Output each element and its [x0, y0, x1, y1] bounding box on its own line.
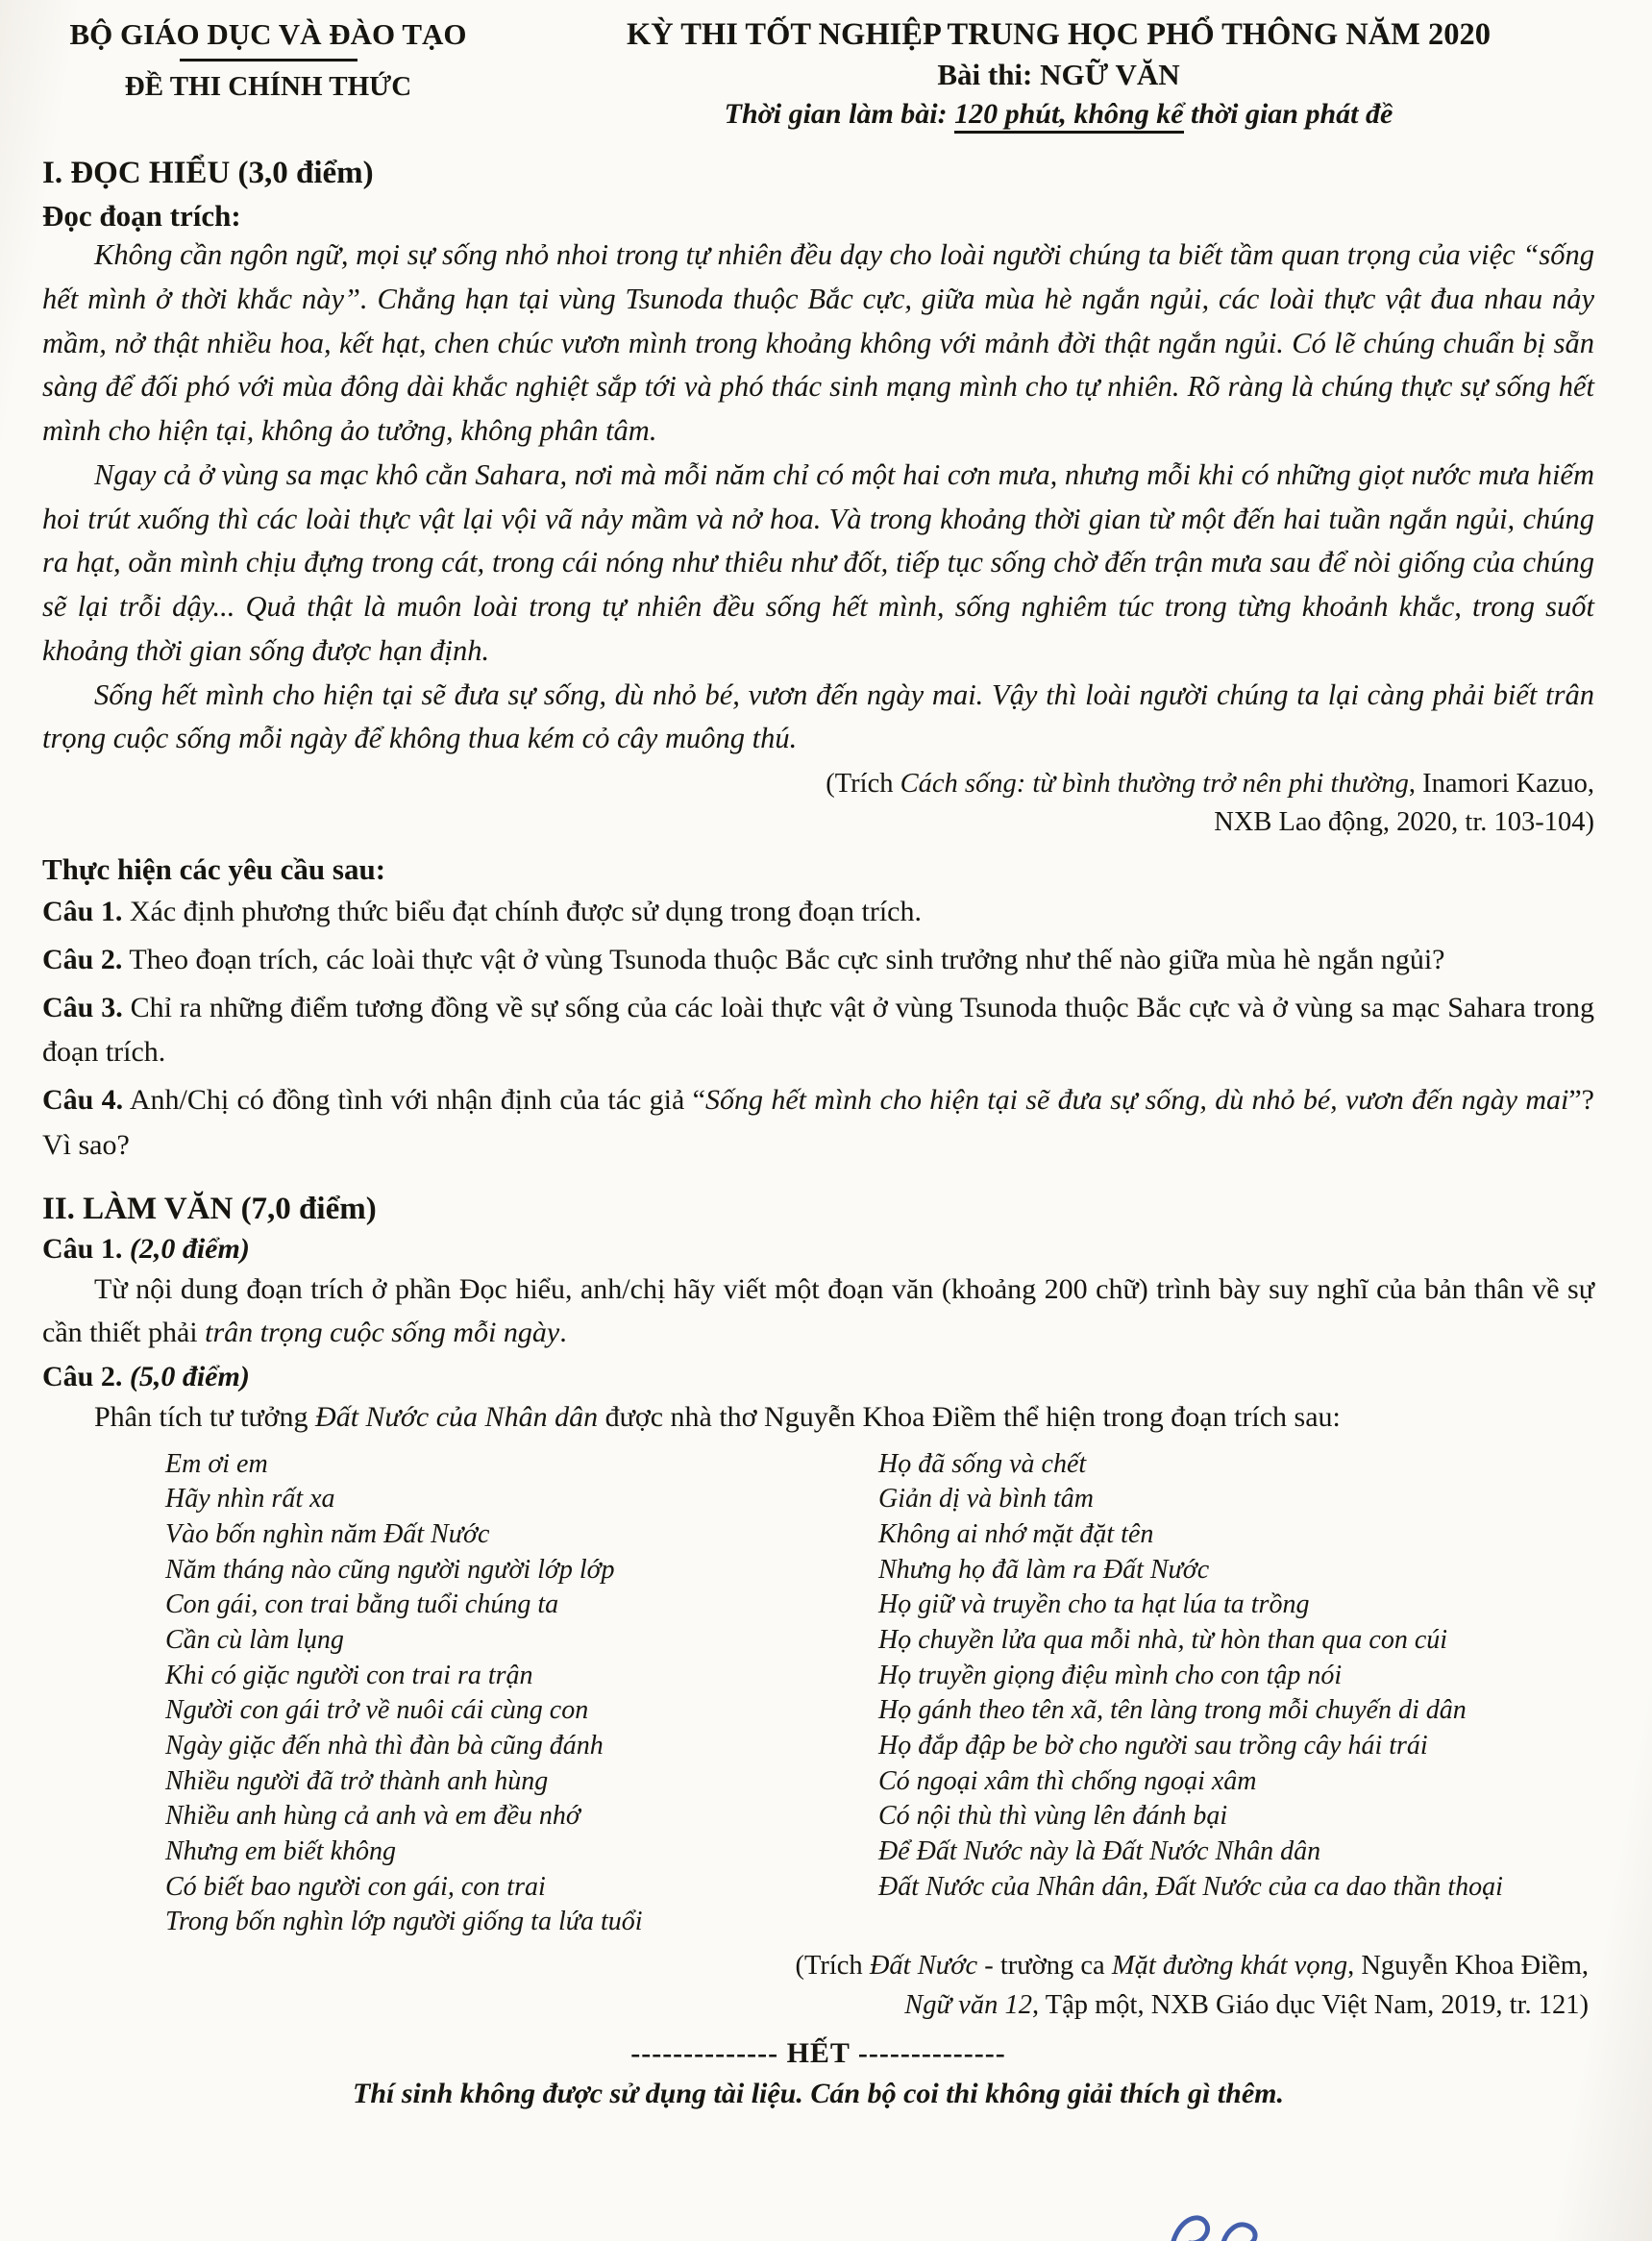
writing-q2-intro	[42, 1395, 1594, 1440]
writing-q1-body-after: .	[559, 1317, 567, 1349]
poem-line: Người con gái trở về nuôi cái cùng con	[165, 1695, 589, 1726]
poem-right-column	[878, 1447, 1594, 1940]
poem-line: Họ giữ và truyền cho ta hạt lúa ta trồng	[878, 1589, 1310, 1620]
writing-q2-intro-italic: Đất Nước của Nhân dân	[315, 1400, 599, 1433]
poem-line: Họ chuyền lửa qua mỗi nhà, từ hòn than qua con cúi	[878, 1624, 1448, 1655]
poem-line: Nhiều người đã trở thành anh hùng	[165, 1765, 549, 1796]
poem-line: Vào bốn nghìn năm Đất Nước	[165, 1518, 490, 1549]
tasks-heading: Thực hiện các yêu cầu sau:	[42, 851, 386, 886]
header	[42, 17, 1594, 131]
poem-line: Có ngoại xâm thì chống ngoại xâm	[878, 1765, 1257, 1796]
exam-title-block	[523, 17, 1594, 131]
passage-paragraph: Ngay cả ở vùng sa mạc khô cằn Sahara, nơi mà mỗi năm chỉ có một hai cơn mưa, nhưng mỗi khi có những giọt nước mưa hiếm hoi trút xuống thì các loài thực vật lại vội vã nảy mầm và nở hoa. Và trong khoảng thời gian từ một đến hai tuần ngắn ngủi, chúng ra hạt, oằn mình chịu đựng trong cát, trong cái nóng như thiêu như đốt, tiếp tục sống chờ đến trận mưa sau để nòi giống của chúng sẽ lại trỗi dậy... Quả thật là muôn loài trong tự nhiên đều sống hết mình, sống nghiêm túc trong từng khoảnh khắc, trong suốt khoảng thời gian sống được hạn định.	[42, 457, 1594, 667]
citation-prefix: (Trích	[826, 769, 900, 799]
question-1	[42, 890, 1594, 935]
poem-line: Không ai nhớ mặt đặt tên	[878, 1518, 1154, 1549]
citation-book-title: Cách sống: từ bình thường trở nên phi thường	[900, 769, 1409, 799]
poem-line: Con gái, con trai bằng tuổi chúng ta	[165, 1589, 559, 1620]
writing-q2-heading	[42, 1361, 1594, 1393]
writing-q1-label: Câu 1.	[42, 1232, 123, 1265]
duration-prefix: Thời gian làm bài:	[724, 98, 955, 130]
poem-citation-line1	[42, 1946, 1589, 1985]
exam-duration	[523, 98, 1594, 131]
poem-line: Năm tháng nào cũng người người lớp lớp	[165, 1554, 615, 1585]
poem-line: Đất Nước của Nhân dân, Đất Nước của ca dao thần thoại	[878, 1871, 1503, 1902]
passage-paragraph: Không cần ngôn ngữ, mọi sự sống nhỏ nhoi trong tự nhiên đều dạy cho loài người chúng ta biết tầm quan trọng của việc “sống hết mình ở thời khắc này”. Chẳng hạn tại vùng Tsunoda thuộc Bắc cực, giữa mùa hè ngắn ngủi, các loài thực vật đua nhau nảy mầm, nở thật nhiều hoa, kết hạt, chen chúc vươn mình trong khoảng không với mảnh đời thật ngắn ngủi. Có lẽ chúng chuẩn bị sẵn sàng để đối phó với mùa đông dài khắc nghiệt sắp tới và phó thác sinh mạng mình cho tự nhiên. Rõ ràng là chúng thực sự sống hết mình cho hiện tại, không ảo tưởng, không phân tâm.	[42, 238, 1594, 447]
reading-passage-label: Đọc đoạn trích:	[42, 199, 241, 233]
poem-citation	[42, 1946, 1594, 2026]
question-4-label: Câu 4.	[42, 1084, 124, 1117]
question-2-label: Câu 2.	[42, 943, 123, 975]
poem-citation-prefix: (Trích	[795, 1950, 870, 1981]
poem-citation-epic: Mặt đường khát vọng	[1111, 1950, 1348, 1981]
exam-subject: Bài thi: NGỮ VĂN	[937, 58, 1180, 91]
writing-q1-body-italic: trân trọng cuộc sống mỗi ngày	[205, 1317, 560, 1349]
writing-q1-heading	[42, 1233, 1594, 1266]
writing-q1-body-before: Từ nội dung đoạn trích ở phần Đọc hiểu, anh/chị hãy viết một đoạn văn (khoảng 200 chữ) trình bày suy nghĩ của bản thân về sự cần thiết phải	[42, 1272, 1594, 1349]
passage-citation-line1	[42, 765, 1594, 803]
poem-line: Khi có giặc người con trai ra trận	[165, 1660, 533, 1690]
passage-paragraph: Sống hết mình cho hiện tại sẽ đưa sự sống, dù nhỏ bé, vươn đến ngày mai. Vậy thì loài người chúng ta lại càng phải biết trân trọng cuộc sống mỗi ngày để không thua kém cỏ cây muông thú.	[42, 677, 1594, 755]
question-4-text-after: ”? Vì sao?	[42, 1084, 1594, 1161]
issuer-underline	[180, 59, 358, 62]
poem-left-column	[165, 1447, 878, 1940]
poem-line: Họ truyền giọng điệu mình cho con tập nói	[878, 1660, 1343, 1690]
poem-line: Hãy nhìn rất xa	[165, 1484, 335, 1515]
passage-citation	[42, 765, 1594, 843]
poem-line: Họ đã sống và chết	[878, 1448, 1087, 1479]
end-divider: -------------- HẾT --------------	[630, 2036, 1006, 2069]
section-1-heading: I. ĐỌC HIỂU (3,0 điểm)	[42, 156, 374, 190]
exam-type-label: ĐỀ THI CHÍNH THỨC	[124, 71, 412, 102]
poem-line: Họ gánh theo tên xã, tên làng trong mỗi chuyến di dân	[878, 1695, 1467, 1726]
poem-line: Có biết bao người con gái, con trai	[165, 1871, 546, 1902]
question-1-text: Xác định phương thức biểu đạt chính được sử dụng trong đoạn trích.	[122, 895, 922, 927]
poem-line: Em ơi em	[165, 1448, 268, 1479]
question-3-label: Câu 3.	[42, 991, 123, 1023]
poem-line: Ngày giặc đến nhà thì đàn bà cũng đánh	[165, 1730, 604, 1761]
writing-q1-points: (2,0 điểm)	[122, 1232, 250, 1265]
writing-q2-intro-after: được nhà thơ Nguyễn Khoa Điềm thể hiện trong đoạn trích sau:	[598, 1400, 1341, 1433]
poem-line: Có nội thù thì vùng lên đánh bại	[878, 1801, 1228, 1832]
poem-line: Để Đất Nước này là Đất Nước Nhân dân	[878, 1835, 1321, 1866]
pen-mark	[1165, 2208, 1290, 2241]
passage-citation-line2: NXB Lao động, 2020, tr. 103-104)	[1214, 807, 1594, 838]
poem-citation-author: , Nguyễn Khoa Điềm,	[1347, 1950, 1589, 1981]
writing-q2-label: Câu 2.	[42, 1360, 123, 1392]
question-3	[42, 986, 1594, 1076]
poem-excerpt	[42, 1447, 1594, 1940]
reading-passage	[42, 234, 1594, 761]
poem-citation-textbook: Ngữ văn 12	[904, 1990, 1032, 2021]
poem-citation-publisher: , Tập một, NXB Giáo dục Việt Nam, 2019, tr. 121)	[1031, 1990, 1589, 2021]
duration-suffix: thời gian phát đề	[1183, 98, 1393, 130]
exam-title: KỲ THI TỐT NGHIỆP TRUNG HỌC PHỔ THÔNG NĂM 2020	[626, 17, 1491, 52]
issuer-name: BỘ GIÁO DỤC VÀ ĐÀO TẠO	[69, 17, 467, 51]
question-1-label: Câu 1.	[42, 895, 123, 927]
question-4-text-before: Anh/Chị có đồng tình với nhận định của tác giả “	[123, 1084, 705, 1117]
poem-citation-line2	[42, 1985, 1589, 2025]
duration-underlined: 120 phút, không kể	[954, 98, 1183, 134]
poem-citation-work: Đất Nước	[869, 1950, 978, 1981]
citation-author: , Inamori Kazuo,	[1408, 769, 1594, 799]
poem-line: Nhưng em biết không	[165, 1835, 397, 1866]
question-4-quote: Sống hết mình cho hiện tại sẽ đưa sự sống, dù nhỏ bé, vươn đến ngày mai	[704, 1084, 1569, 1117]
poem-line: Giản dị và bình tâm	[878, 1484, 1094, 1515]
writing-q2-intro-before: Phân tích tư tưởng	[94, 1400, 316, 1433]
poem-line: Trong bốn nghìn lớp người giống ta lứa tuổi	[165, 1907, 643, 1937]
issuer-block	[42, 17, 494, 103]
question-2	[42, 938, 1594, 983]
writing-q1-body	[42, 1268, 1594, 1355]
poem-line: Nhưng họ đã làm ra Đất Nước	[878, 1554, 1210, 1585]
writing-q2-points: (5,0 điểm)	[122, 1360, 250, 1392]
question-4	[42, 1078, 1594, 1169]
poem-line: Cần cù làm lụng	[165, 1624, 344, 1655]
question-2-text: Theo đoạn trích, các loài thực vật ở vùng Tsunoda thuộc Bắc cực sinh trưởng như thế nào giữa mùa hè ngắn ngủi?	[122, 943, 1445, 975]
question-3-text: Chỉ ra những điểm tương đồng về sự sống của các loài thực vật ở vùng Tsunoda thuộc Bắc cực và ở vùng sa mạc Sahara trong đoạn trích.	[42, 991, 1594, 1069]
poem-citation-mid: - trường ca	[977, 1950, 1112, 1981]
poem-line: Nhiều anh hùng cả anh và em đều nhớ	[165, 1801, 580, 1832]
section-2-heading: II. LÀM VĂN (7,0 điểm)	[42, 1191, 377, 1226]
footer-note: Thí sinh không được sử dụng tài liệu. Cán bộ coi thi không giải thích gì thêm.	[353, 2077, 1284, 2109]
poem-line: Họ đắp đập be bờ cho người sau trồng cây hái trái	[878, 1730, 1428, 1761]
